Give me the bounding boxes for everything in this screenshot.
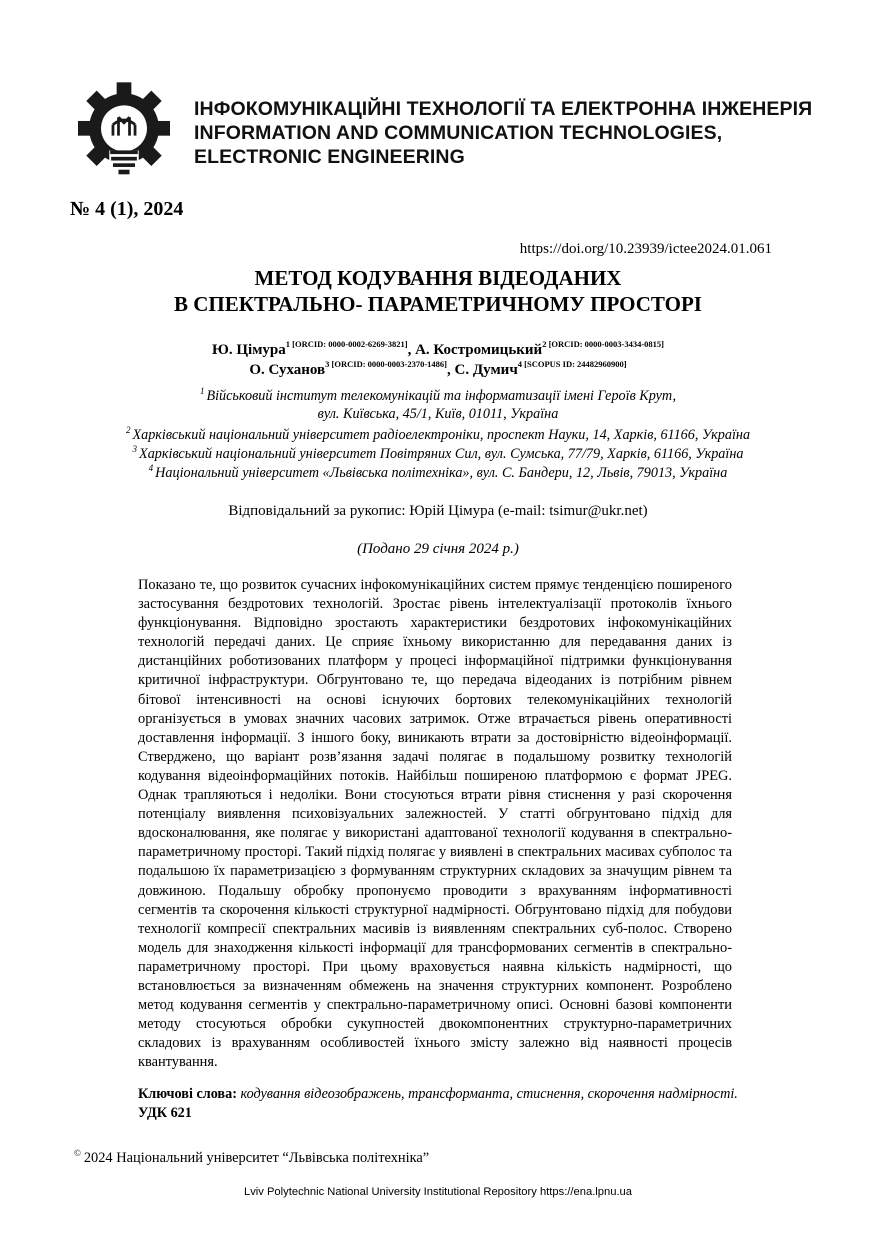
article-title-line2: В СПЕКТРАЛЬНО- ПАРАМЕТРИЧНОМУ ПРОСТОРІ: [174, 292, 702, 316]
copyright: [74, 1148, 429, 1167]
repository-footer: Lviv Polytechnic National University Institutional Repository https://ena.lpnu.ua: [243, 1186, 633, 1198]
affiliation-text: Харківський національний університет Повітряних Сил, вул. Сумська, 77/79, Харків, 61166, Україна: [139, 446, 744, 462]
affiliation-number: 3: [132, 444, 138, 454]
affiliation-number: 2: [125, 425, 131, 435]
authors-line1: Ю. Цімура$^{1 [ORCID: 0000-0002-6269-3821]}$, А. Костромицький$^{2 [ORCID: 0000-0003-3434-0815]}$: [211, 339, 665, 358]
issue-number: № 4 (1), 2024: [70, 198, 184, 220]
author-name: А. Костромицький: [415, 342, 543, 358]
author-id: 1 [ORCID: 0000-0002-6269-3821]: [285, 339, 408, 349]
journal-title-en-line2: ELECTRONIC ENGINEERING: [194, 146, 465, 168]
udk-code: УДК 621: [138, 1105, 192, 1121]
keywords-label: Ключові слова:: [138, 1086, 237, 1102]
received-date: (Подано 29 січня 2024 р.): [357, 541, 519, 557]
journal-title-uk: ІНФОКОМУНІКАЦІЙНІ ТЕХНОЛОГІЇ ТА ЕЛЕКТРОННА ІНЖЕНЕРІЯ: [194, 98, 813, 120]
author-id: 3 [ORCID: 0000-0003-2370-1486]: [325, 359, 447, 369]
affiliation-text: Національний університет «Львівська політехніка», вул. С. Бандери, 12, Львів, 79013, Україна: [155, 465, 728, 481]
affiliation-1-address: вул. Київська, 45/1, Київ, 01011, Україна: [317, 406, 559, 422]
affiliation-number: 4: [148, 463, 154, 473]
affiliation-text: Харківський національний університет радіоелектроніки, проспект Науки, 14, Харків, 61166, Україна: [132, 427, 751, 443]
affiliation-3: [0, 444, 876, 463]
author-id: 4 [SCOPUS ID: 24482960900]: [517, 359, 627, 369]
affiliation-text: Військовий інститут телекомунікацій та інформатизації імені Героїв Крут,: [206, 388, 677, 404]
abstract: Показано те, що розвиток сучасних інфокомунікаційних систем прямує тенденцією поширеного застосування бездротових технологій. Зростає рівень інтелектуалізації протоколів їхнього функціонування. Відповідно зростають характеристики бездротових інфокомунікаційних технологій передачі даних. Це сприяє їхньому використанню для передавання даних із дистанційних роботизованих платформ у процесі інформаційної підтримки функціонування критичної інфраструктури. Обгрунтовано те, що передача відеоданих із потрібним рівнем бітової інтенсивності на основі існуючих бортових телекомунікаційних технологій організується в умовах значних часових затримок. Отже втрачається рівень оперативності доставлення інформації. З іншого боку, виникають втрати за достовірністю відеоінформації. Стверджено, що варіант розв’язання задачі полягає в подальшому розвитку технологій кодування відеоінформаційних потоків. Найбільш поширеною платформою є формат JPEG. Однак трапляються і недоліки. Вони стосуються втрати рівня стиснення у разі скорочення потенціалу виявлення психовізуальних залежностей. У статті обгрунтовано підхід для вдосконалювання, яке полягає у використані адаптованої технології кодування в спектрально-параметричному просторі. Такий підхід полягає у виявлені в спектральних масивах субполос та подальшою їх параметризацією з формуванням структурних складових за значущим рівнем та довжиною. Подальшу обробку пропонуємо проводити з врахуванням інформативності сегментів та скорочення кількості структурної надмірності. Обгрунтовано підхід для побудови технології компресії спектральних масивів із виявленням спектральних суб-полос. Створено модель для знаходження кількості інформації для трансформованих сегментів в спектрально-параметричному просторі. При цьому враховується наявна кількість надмірності, що встановлюється за визначенням обмежень на значення структурних компонент. Розроблено метод кодування сегментів у спектрально-параметричному описі. Основні базові компоненти методу стосуються обробки сукупностей двокомпонентних структурно-параметричних складових із врахуванням особливостей їхнього змісту залежно від наявності процесів квантування.: [138, 577, 732, 1071]
gear-lightbulb-icon: [78, 82, 170, 182]
author-name: С. Думич: [454, 362, 518, 378]
copyright-symbol: ©: [74, 1148, 81, 1158]
doi-link[interactable]: https://doi.org/10.23939/ictee2024.01.061: [519, 241, 772, 257]
affiliation-4: [0, 463, 876, 482]
author-id: 2 [ORCID: 0000-0003-3434-0815]: [542, 339, 665, 349]
corresponding-author: Відповідальний за рукопис: Юрій Цімура (e-mail: tsimur@ukr.net): [228, 503, 648, 519]
keywords: [138, 1086, 738, 1103]
journal-title-en-line1: INFORMATION AND COMMUNICATION TECHNOLOGIES,: [194, 122, 723, 144]
affiliation-2: [0, 425, 876, 444]
affiliation-1: [0, 386, 876, 405]
keywords-list: кодування відеозображень, трансформанта, стиснення, скорочення надмірності.: [240, 1086, 738, 1102]
affiliation-number: 1: [199, 386, 205, 396]
copyright-text: 2024 Національний університет “Львівська політехніка”: [83, 1150, 430, 1166]
author-name: О. Суханов: [249, 362, 326, 378]
authors-line2: О. Суханов$^{3 [ORCID: 0000-0003-2370-1486]}$, С. Думич$^{4 [SCOPUS ID: 24482960900]}$: [249, 359, 627, 378]
author-name: Ю. Цімура: [211, 342, 286, 358]
article-title-line1: МЕТОД КОДУВАННЯ ВІДЕОДАНИХ: [254, 266, 622, 290]
